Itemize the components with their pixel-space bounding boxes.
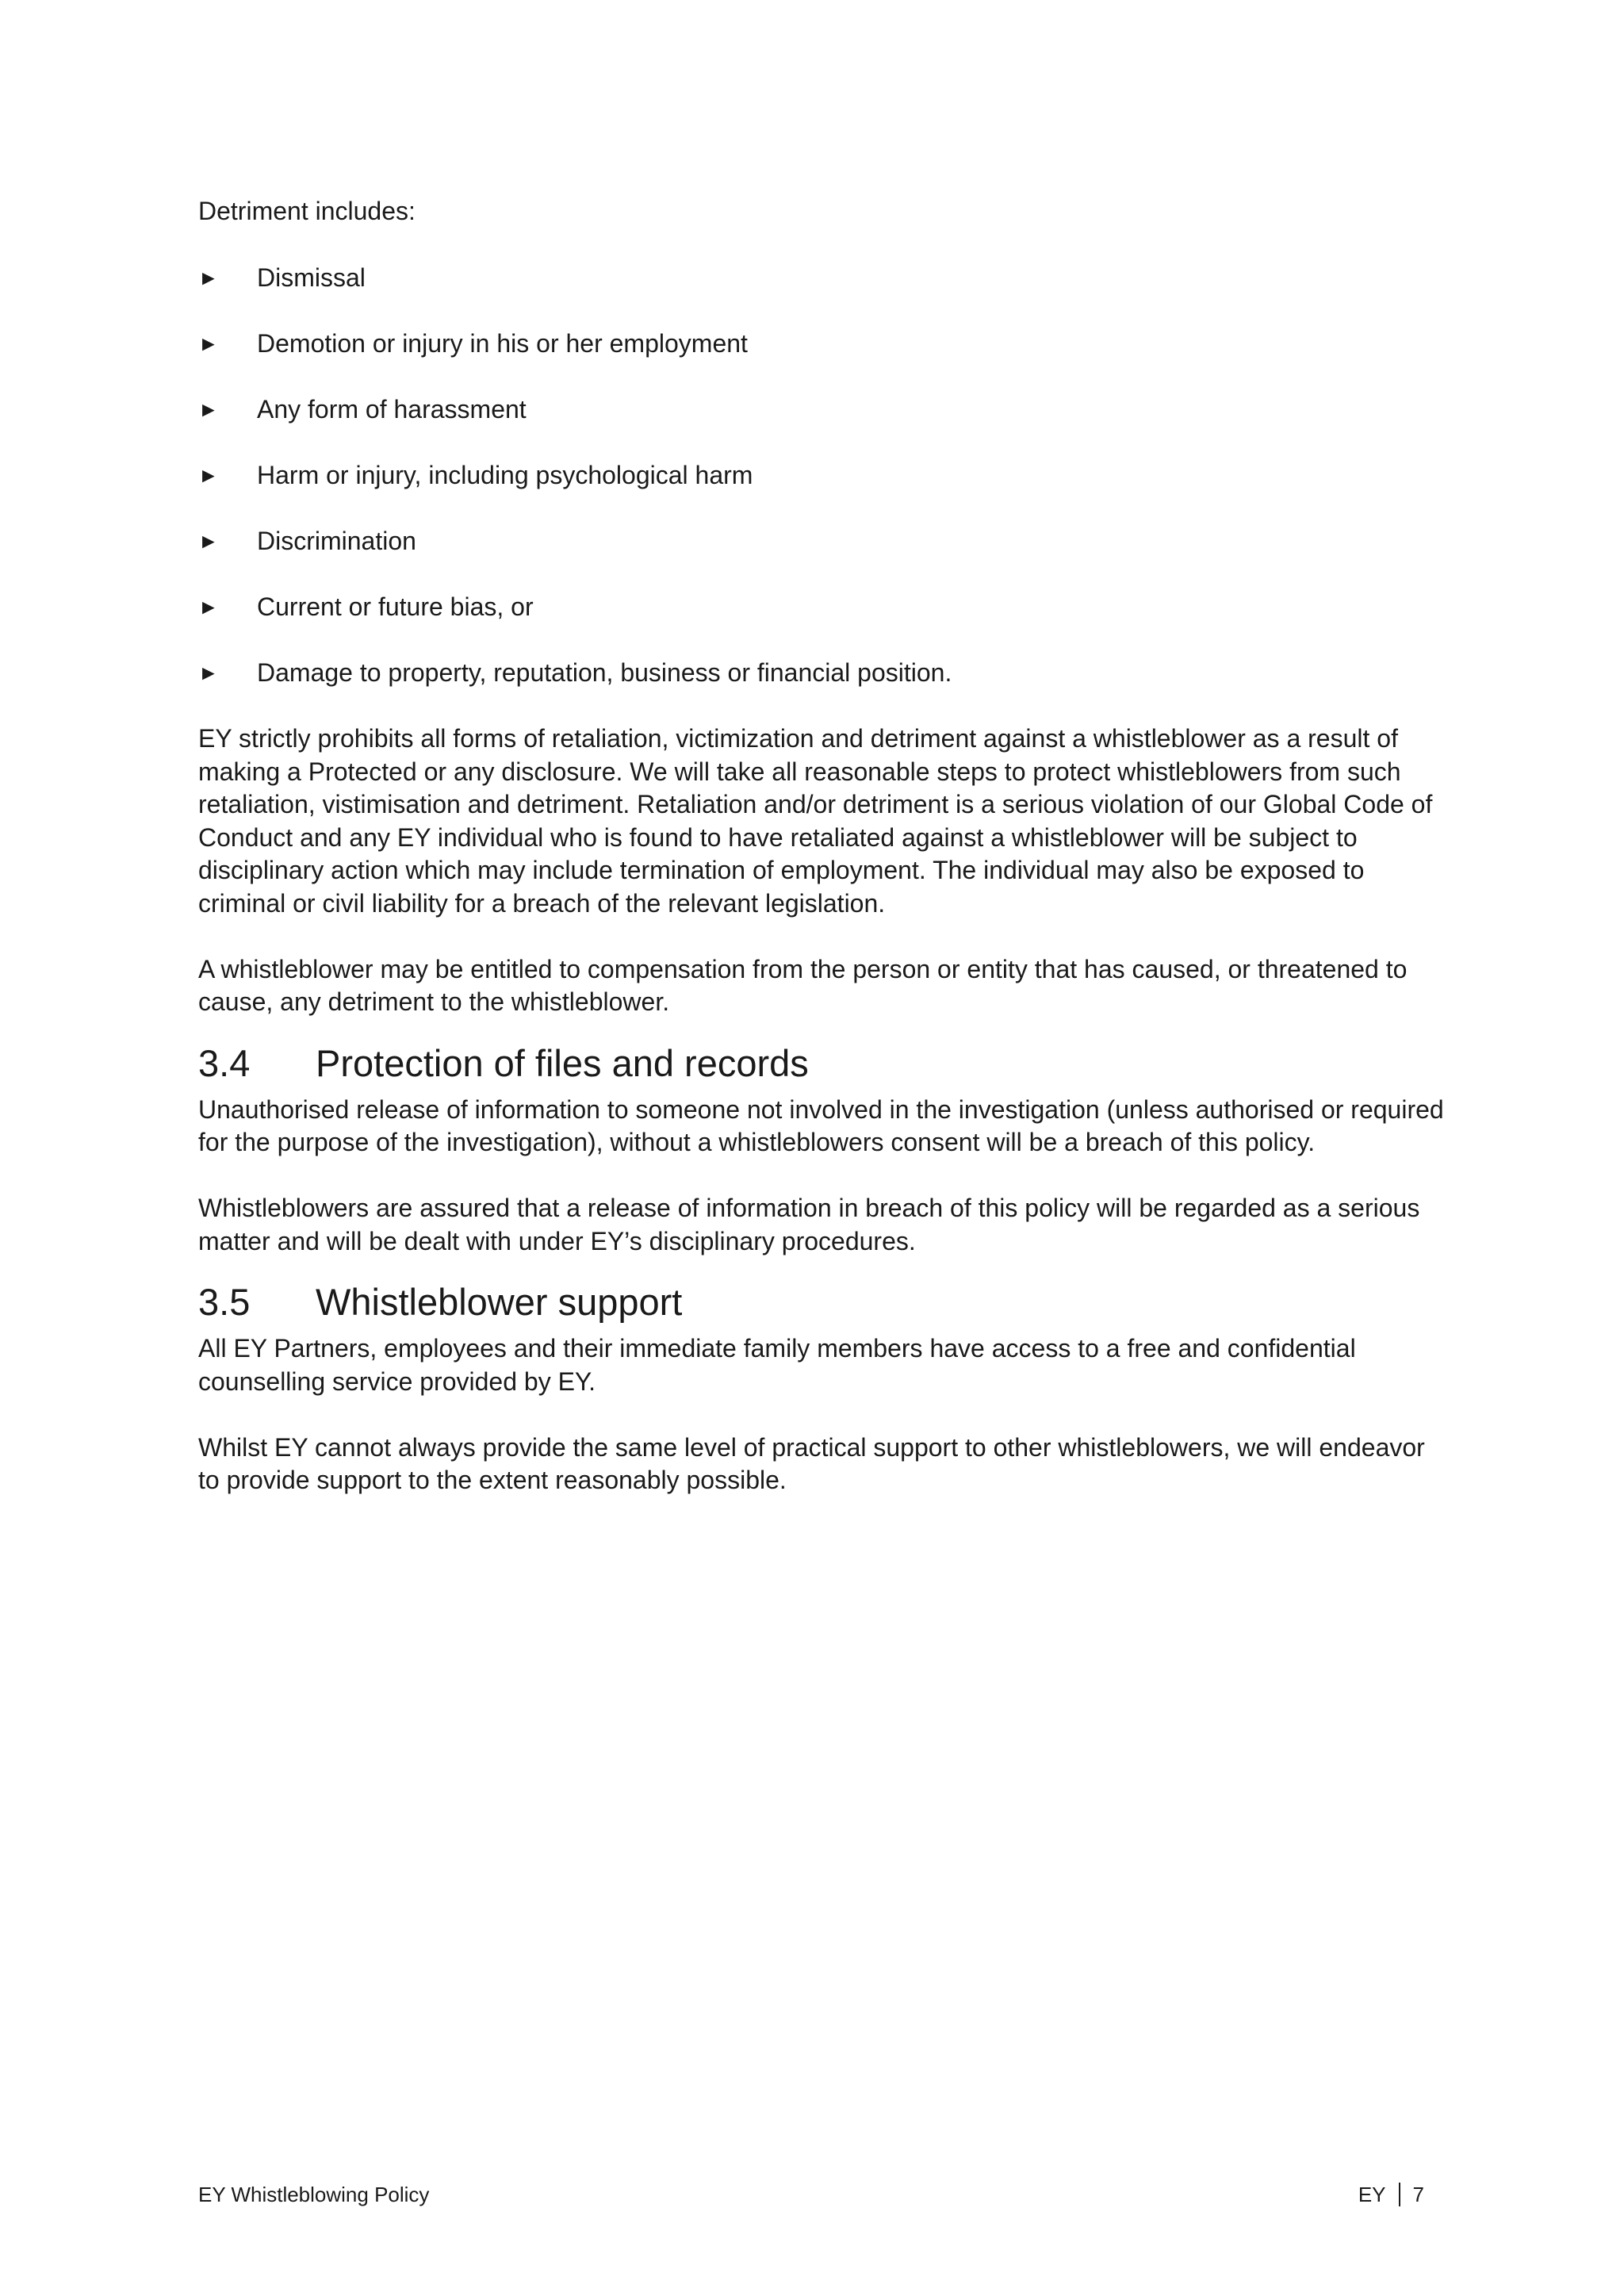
bullet-arrow-icon: ► [198,397,219,421]
bullet-arrow-icon: ► [198,331,219,355]
section-3-5-paragraph: All EY Partners, employees and their immediate family members have access to a free and confidential counselling service provided by EY. [198,1334,1356,1396]
detriment-list [198,262,1451,690]
section-3-5-paragraph: Whilst EY cannot always provide the same level of practical support to other whistleblowers, we will endeavor to provide support to the extent reasonably possible. [198,1432,1425,1494]
bullet-arrow-icon: ► [198,528,219,553]
list-item: ► Any form of harassment [198,393,1451,427]
section-heading-3-4 [198,1040,1451,1087]
bullet-arrow-icon: ► [198,462,219,487]
section-number: 3.4 [198,1041,251,1084]
section-title: Whistleblower support [316,1281,683,1323]
footer-document-title: EY Whistleblowing Policy [198,2183,430,2206]
footer-brand: EY [1358,2183,1386,2206]
detriment-intro: Detriment includes: [198,197,416,225]
compensation-paragraph: A whistleblower may be entitled to compensation from the person or entity that has caused, or threatened to cause, any detriment to the whistleblower. [198,954,1408,1016]
bullet-arrow-icon: ► [198,660,219,684]
section-3-4-paragraph: Whistleblowers are assured that a release of information in breach of this policy will be regarded as a serious matter and will be dealt with under EY’s disciplinary procedures. [198,1194,1420,1255]
footer-page-info [1358,2181,1424,2208]
list-item: ► Dismissal [198,262,1451,295]
section-3-4-paragraph: Unauthorised release of information to someone not involved in the investigation (unless authorised or required for the purpose of the investigation), without a whistleblowers consent will be a breach of this policy. [198,1094,1444,1156]
section-title: Protection of files and records [316,1041,809,1084]
section-number: 3.5 [198,1281,251,1323]
bullet-arrow-icon: ► [198,594,219,619]
section-heading-3-5 [198,1278,1451,1326]
page-number: 7 [1412,2183,1424,2206]
list-item: ► Demotion or injury in his or her employment [198,328,1451,361]
footer-divider [1399,2183,1400,2206]
list-item: ► Damage to property, reputation, business or financial position. [198,657,1451,690]
list-item: ► Current or future bias, or [198,591,1451,624]
page-content [198,195,1451,1530]
retaliation-paragraph: EY strictly prohibits all forms of retaliation, victimization and detriment against a whistleblower as a result of making a Protected or any disclosure. We will take all reasonable steps to protect whistleblowers from such retaliation, vistimisation and detriment. Retaliation and/or detriment is a serious violation of our Global Code of Conduct and any EY individual who is found to have retaliated against a whistleblower will be subject to disciplinary action which may include termination of employment. The individual may also be exposed to criminal or civil liability for a breach of the relevant legislation. [198,724,1433,918]
bullet-arrow-icon: ► [198,265,219,289]
list-item: ► Harm or injury, including psychological harm [198,459,1451,493]
list-item: ► Discrimination [198,525,1451,558]
